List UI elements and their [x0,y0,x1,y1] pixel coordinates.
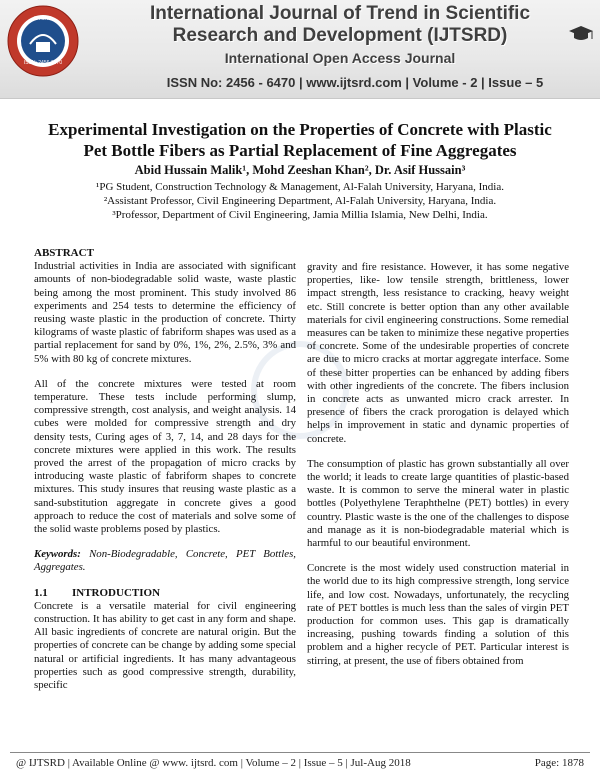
paper-authors: Abid Hussain Malik¹, Mohd Zeeshan Khan², Dr. Asif Hussain³ [134,163,466,177]
keywords-label: Keywords: [34,548,81,561]
footer-citation: @ IJTSRD | Available Online @ www. ijtsrd. com | Volume – 2 | Issue – 5 | Jul-Aug 2018 [16,757,411,769]
journal-header [0,0,600,99]
page-footer [10,752,590,771]
affiliation-1: ¹PG Student, Construction Technology & Management, Al-Falah University, Haryana, India. [96,181,504,193]
abstract-paragraph-2: All of the concrete mixtures were tested at room temperature. These tests include performing slump, compressive strength, cost analysis, and weight analysis. 14 cubes were molded for compressive strength and dry density tests, Curing ages of 3, 7, 14, and 28 days for the concrete mixtures were applied in this work. The results proved the arrest of the propagation of micro cracks by introducing waste plastic of fabriform shapes to concrete mixtures. This study insures that reusing waste plastic as a sand-substitution aggregate in concrete gives a good approach to reduce the cost of materials and solve some of the solid waste problems posed by plastics. [34,377,296,536]
right-paragraph-2: The consumption of plastic has grown substantially all over the world; it leads to create large quantities of plastic-based waste. It is common to serve the mineral water in plastic bottles (Polyethylene Teraphthelne (PET) bottles) in every country. Plastic waste is the one of the challenges to dispose and manage as it is non-biodegradable material which is harmful to our beautiful environment. [307,457,569,550]
affiliation-3: ³Professor, Department of Civil Engineering, Jamia Millia Islamia, New Delhi, India. [112,209,488,221]
left-column [34,247,296,704]
right-paragraph-3: Concrete is the most widely used construction material in the world due to its high compressive strength, long service life, and low cost. Nowadays, unfortunately, the recycling rate of PET bottles is much less than the sales of virgin PET production for common uses. This gap is dramatically increasing, pushing towards finding a solution of this problem and a higher recycle of PET. Particular interest is stirring, at present, the use of fibers obtained from [307,562,569,667]
issn-volume-bar: ISSN No: 2456 - 6470 | www.ijtsrd.com | Volume - 2 | Issue – 5 [166,75,544,90]
right-paragraph-1: gravity and fire resistance. However, it has some negative properties, like- low tensile strength, brittleness, lower impact strength, less resistance to cracking, heavy weight etc. Still concrete is better option than any other available materials for civil engineering constructions. Some remedial measures can be taken to minimize these negative properties of concrete. Some of the undesirable properties of concrete are due to micro cracks at mortar aggregate interface. Some of these bitter properties can be enhanced by adding fibers with other ingredients of the concrete. The fibers inclusion in concrete acts as unwanted micro crack arrester. In presence of fibers the crack prorogation is delayed which helps in improvement in static and dynamic properties of concrete. [307,261,569,445]
journal-title-line1: International Journal of Trend in Scientific [149,3,531,24]
journal-logo-icon [6,4,80,78]
keywords [34,548,296,574]
logo-abbr: IJTSRD [34,16,52,22]
paper-title [20,119,580,161]
affiliation-2: ²Assistant Professor, Civil Engineering Department, Al-Falah University, Haryana, India. [103,195,497,207]
section-number: 1.1 [34,586,48,599]
paper-title-line1: Experimental Investigation on the Properties of Concrete with Plastic [48,120,552,139]
page-number: Page: 1878 [534,757,584,769]
paper-title-line2: Pet Bottle Fibers as Partial Replacement of Fine Aggregates [83,141,517,160]
abstract-heading: ABSTRACT [34,247,94,259]
intro-paragraph-1: Concrete is a versatile material for civil engineering construction. It has ability to get cast in any form and shape. All basic ingredients of concrete are natural origin. But the properties of concrete can be change by adding some special natural or artificial ingredients. It has many advantageous properties such as good compressive strength, durability, specific [34,599,296,692]
section-heading-introduction [34,587,296,600]
journal-subtitle: International Open Access Journal [224,50,456,66]
abstract-paragraph-1: Industrial activities in India are associated with significant amounts of non-biodegradable solid waste, waste plastic being among the most prominent. This study involved 86 experiments and 254 tests to determine the efficiency of reusing waste plastic in the production of concrete. Thirty kilograms of waste plastic of fabriform shapes was used as a partial replacement for sand by 0%, 1%, 2%, 2.5%, 3% and 5% with 80 kg of concrete mixtures. [34,260,296,365]
right-column [307,261,569,680]
keywords-list: Non-Biodegradable, Concrete, PET Bottles, Aggregates. [34,548,296,574]
logo-issn: ISSN: 2456-6470 [23,60,63,66]
graduation-cap-icon [568,24,594,44]
section-title: INTRODUCTION [72,586,161,599]
journal-title-line2: Research and Development (IJTSRD) [172,25,508,46]
